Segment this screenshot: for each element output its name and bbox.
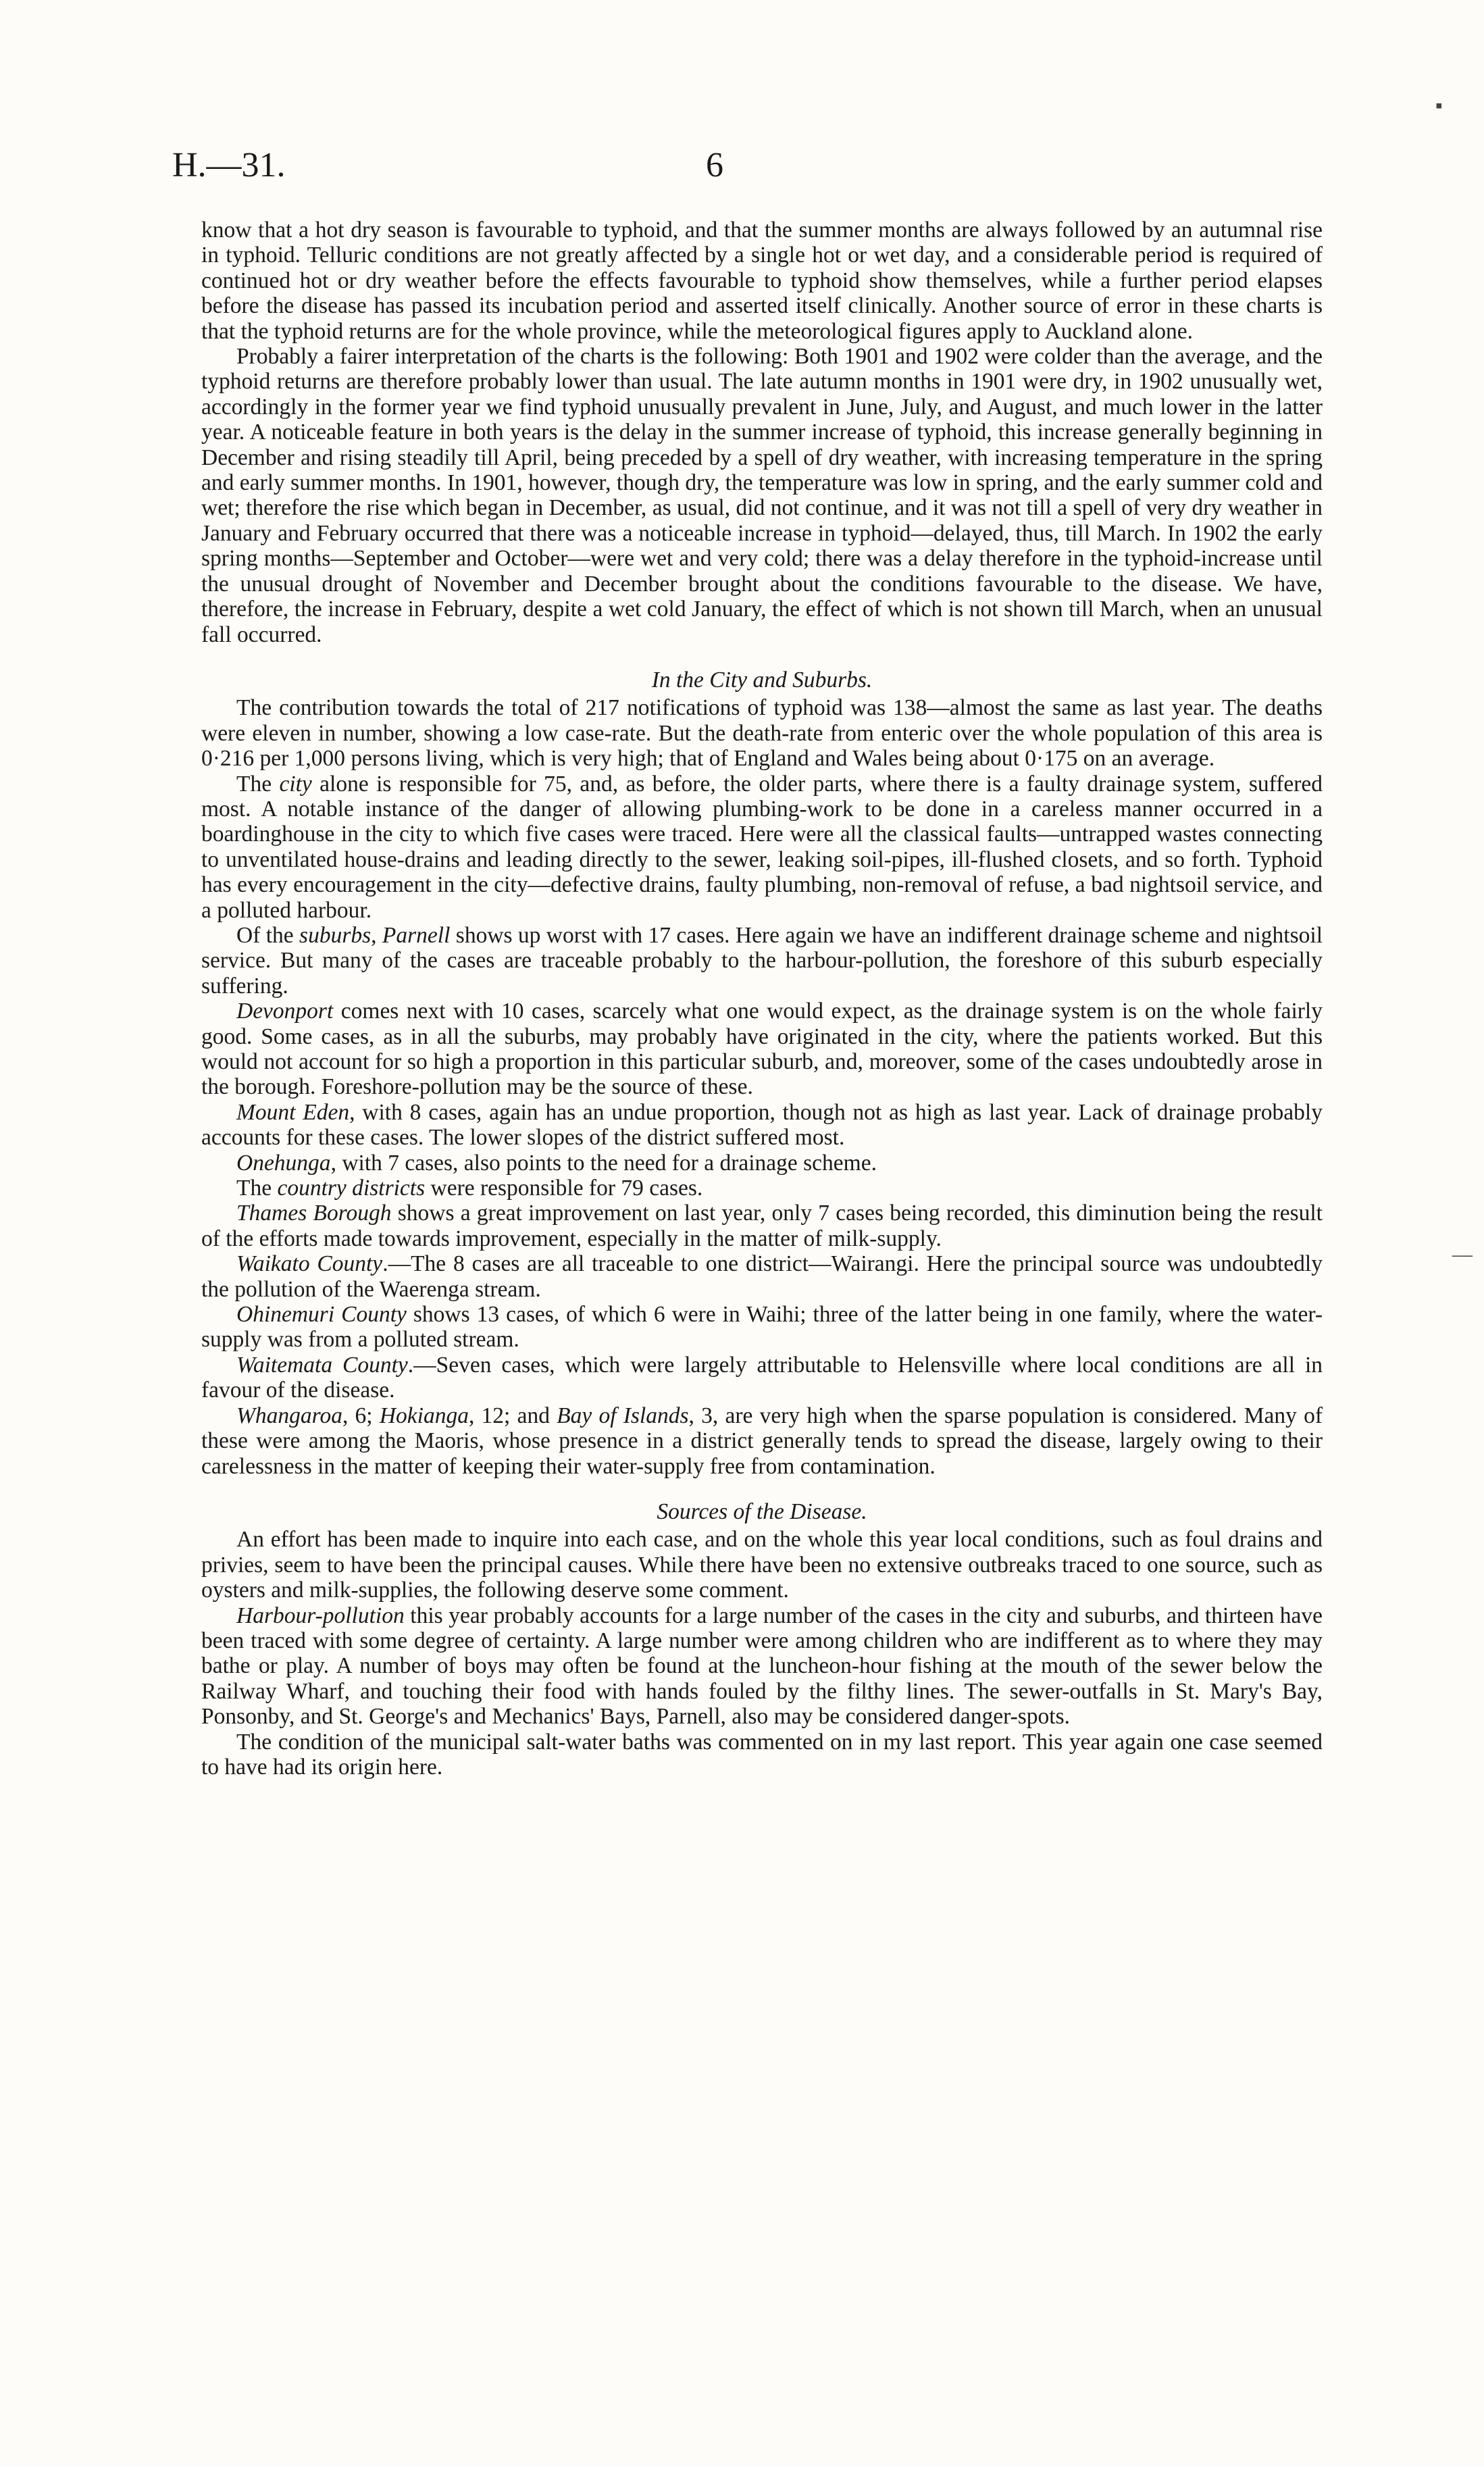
italic-term: Ohinemuri County bbox=[236, 1302, 407, 1328]
italic-term: Parnell bbox=[382, 922, 451, 948]
paragraph: Probably a fairer interpretation of the charts is the following: Both 1901 and 1902 were colder than the average, and the typhoid returns are therefore probably lower than usual. The late autumn months in 1901 were dry, in 1902 unusually wet, accordingly in the former year we find typhoid unusually prevalent in June, July, and August, and much lower in the latter year. A noticeable feature in both years is the delay in the summer increase of typhoid, this increase generally beginning in December and rising steadily till April, being preceded by a spell of dry weather, with increasing temperature in the spring and early summer months. In 1901, however, though dry, the temperature was low in spring, and the early summer cold and wet; therefore the rise which began in December, as usual, did not continue, and it was not till a spell of very dry weather in January and February occurred that there was a noticeable increase in typhoid—delayed, thus, till March. In 1902 the early spring months—September and October—were wet and very cold; there was a delay therefore in the typhoid-increase until the unusual drought of November and December brought about the conditions favourable to the disease. We have, therefore, the increase in February, despite a wet cold January, the effect of which is not shown till March, when an unusual fall occurred. bbox=[201, 344, 1323, 647]
paragraph-thames bbox=[201, 1201, 1323, 1251]
text-run: alone is responsible for 75, and, as before, the older parts, where there is a faulty drainage system, suffered most. A notable instance of the danger of allowing plumbing-work to be done in a careless manner occurred in a boardinghouse in the city to which five cases were traced. Here were all the classical faults—untrapped wastes connecting to unventilated house-drains and leading directly to the sewer, leaking soil-pipes, ill-flushed closets, and so forth. Typhoid has every encouragement in the city—defective drains, faulty plumbing, non-removal of refuse, a bad nightsoil service, and a polluted harbour. bbox=[201, 771, 1323, 923]
running-head bbox=[172, 145, 1334, 193]
section-heading-city-suburbs: In the City and Suburbs. bbox=[651, 667, 873, 693]
text-run: , 6; bbox=[342, 1403, 380, 1428]
paragraph-suburbs bbox=[201, 923, 1323, 999]
text-run: The bbox=[236, 771, 280, 797]
italic-term: Devonport bbox=[236, 999, 334, 1024]
paragraph-mount-eden bbox=[201, 1100, 1323, 1151]
section-heading-sources: Sources of the Disease. bbox=[657, 1499, 867, 1524]
paragraph-ohinemuri bbox=[201, 1302, 1323, 1353]
text-run: , with 7 cases, also points to the need for a drainage scheme. bbox=[330, 1150, 877, 1176]
italic-term: country districts bbox=[277, 1176, 426, 1201]
paragraph-city bbox=[201, 772, 1323, 923]
paragraph-whangaroa bbox=[201, 1403, 1323, 1479]
body-text bbox=[201, 218, 1323, 1780]
paragraph-waikato bbox=[201, 1251, 1323, 1302]
paragraph: The contribution towards the total of 217 notifications of typhoid was 138—almost the same as last year. The deaths were eleven in number, showing a low case-rate. But the death-rate from enteric over the whole population of this area is 0·216 per 1,000 persons living, which is very high; that of England and Wales being about 0·175 on an average. bbox=[201, 695, 1323, 772]
paragraph: The condition of the municipal salt-water baths was commented on in my last report. This year again one case seemed to have had its origin here. bbox=[201, 1729, 1323, 1780]
paragraph: An effort has been made to inquire into each case, and on the whole this year local conditions, such as foul drains and privies, seem to have been the principal causes. While there have been no extensive outbreaks traced to one source, such as oysters and milk-supplies, the following deserve some comment. bbox=[201, 1527, 1323, 1603]
italic-term: Onehunga bbox=[236, 1150, 331, 1176]
italic-term: Whangaroa bbox=[236, 1403, 342, 1428]
italic-term: Waitemata County bbox=[236, 1352, 408, 1378]
paragraph-onehunga bbox=[201, 1151, 1323, 1176]
text-run: , 12; and bbox=[468, 1403, 557, 1428]
text-run: comes next with 10 cases, scarcely what one would expect, as the drainage system is on the whole fairly good. Some cases, as in all the suburbs, may probably have originated in the city, where the patients worked. But this would not account for so high a proportion in this particular suburb, and, moreover, some of the cases undoubtedly arose in the borough. Foreshore-pollution may be the source of these. bbox=[201, 999, 1323, 1100]
text-run: shows 13 cases, of which 6 were in Waihi; three of the latter being in one family, where the water-supply was from a polluted stream. bbox=[201, 1302, 1323, 1353]
italic-term: Waikato County bbox=[236, 1251, 383, 1277]
italic-term: city bbox=[279, 771, 312, 797]
paragraph-devonport bbox=[201, 999, 1323, 1100]
text-run: .—Seven cases, which were largely attributable to Helensville where local conditions are all in favour of the disease. bbox=[201, 1352, 1323, 1403]
text-run: The bbox=[236, 1176, 278, 1201]
text-run: Of the bbox=[236, 922, 300, 948]
italic-term: Harbour-pollution bbox=[236, 1603, 405, 1628]
margin-dash: — bbox=[1452, 1243, 1473, 1265]
text-run: shows a great improvement on last year, only 7 cases being recorded, this diminution being the result of the efforts made towards improvement, especially in the matter of milk-supply. bbox=[201, 1201, 1323, 1251]
italic-term: Thames Borough bbox=[236, 1201, 392, 1226]
italic-term: Bay of Islands bbox=[557, 1403, 689, 1428]
text-run: were responsible for 79 cases. bbox=[425, 1176, 703, 1201]
text-run: shows up worst with 17 cases. Here again we have an indifferent drainage scheme and nightsoil service. But many of the cases are traceable probably to the harbour-pollution, the foreshore of this suburb especially suffering. bbox=[201, 922, 1323, 999]
italic-term: Hokianga bbox=[379, 1403, 469, 1428]
scan-speck: ▪ bbox=[1435, 95, 1443, 117]
paragraph-country bbox=[201, 1176, 1323, 1201]
text-run: .—The 8 cases are all traceable to one district—Wairangi. Here the principal source was undoubtedly the pollution of the Waerenga stream. bbox=[201, 1251, 1323, 1302]
document-code: H.—31. bbox=[172, 146, 286, 184]
page-number: 6 bbox=[706, 146, 723, 184]
paragraph-harbour bbox=[201, 1603, 1323, 1730]
text-run: this year probably accounts for a large number of the cases in the city and suburbs, and thirteen have been traced with some degree of certainty. A large number were among children who are indifferent as to where they may bathe or play. A number of boys may often be found at the luncheon-hour fishing at the mouth of the sewer below the Railway Wharf, and touching their food with hands fouled by the filthy lines. The sewer-outfalls in St. Mary's Bay, Ponsonby, and St. George's and Mechanics' Bays, Parnell, also may be considered danger-spots. bbox=[201, 1603, 1323, 1730]
italic-term: Mount Eden bbox=[236, 1099, 350, 1125]
text-run: , bbox=[371, 922, 382, 948]
paragraph-waitemata bbox=[201, 1353, 1323, 1403]
italic-term: suburbs bbox=[299, 922, 372, 948]
text-run: , with 8 cases, again has an undue proportion, though not as high as last year. Lack of drainage probably accounts for these cases. The lower slopes of the district suffered most. bbox=[201, 1099, 1323, 1151]
text-run: , 3, are very high when the sparse population is considered. Many of these were among the Maoris, whose presence in a district generally tends to spread the disease, largely owing to their carelessness in the matter of keeping their water-supply free from contamination. bbox=[201, 1403, 1323, 1479]
paragraph: know that a hot dry season is favourable to typhoid, and that the summer months are always followed by an autumnal rise in typhoid. Telluric conditions are not greatly affected by a single hot or wet day, and a considerable period is required of continued hot or dry weather before the effects favourable to typhoid show themselves, while a further period elapses before the disease has passed its incubation period and asserted itself clinically. Another source of error in these charts is that the typhoid returns are for the whole province, while the meteorological figures apply to Auckland alone. bbox=[201, 218, 1323, 344]
